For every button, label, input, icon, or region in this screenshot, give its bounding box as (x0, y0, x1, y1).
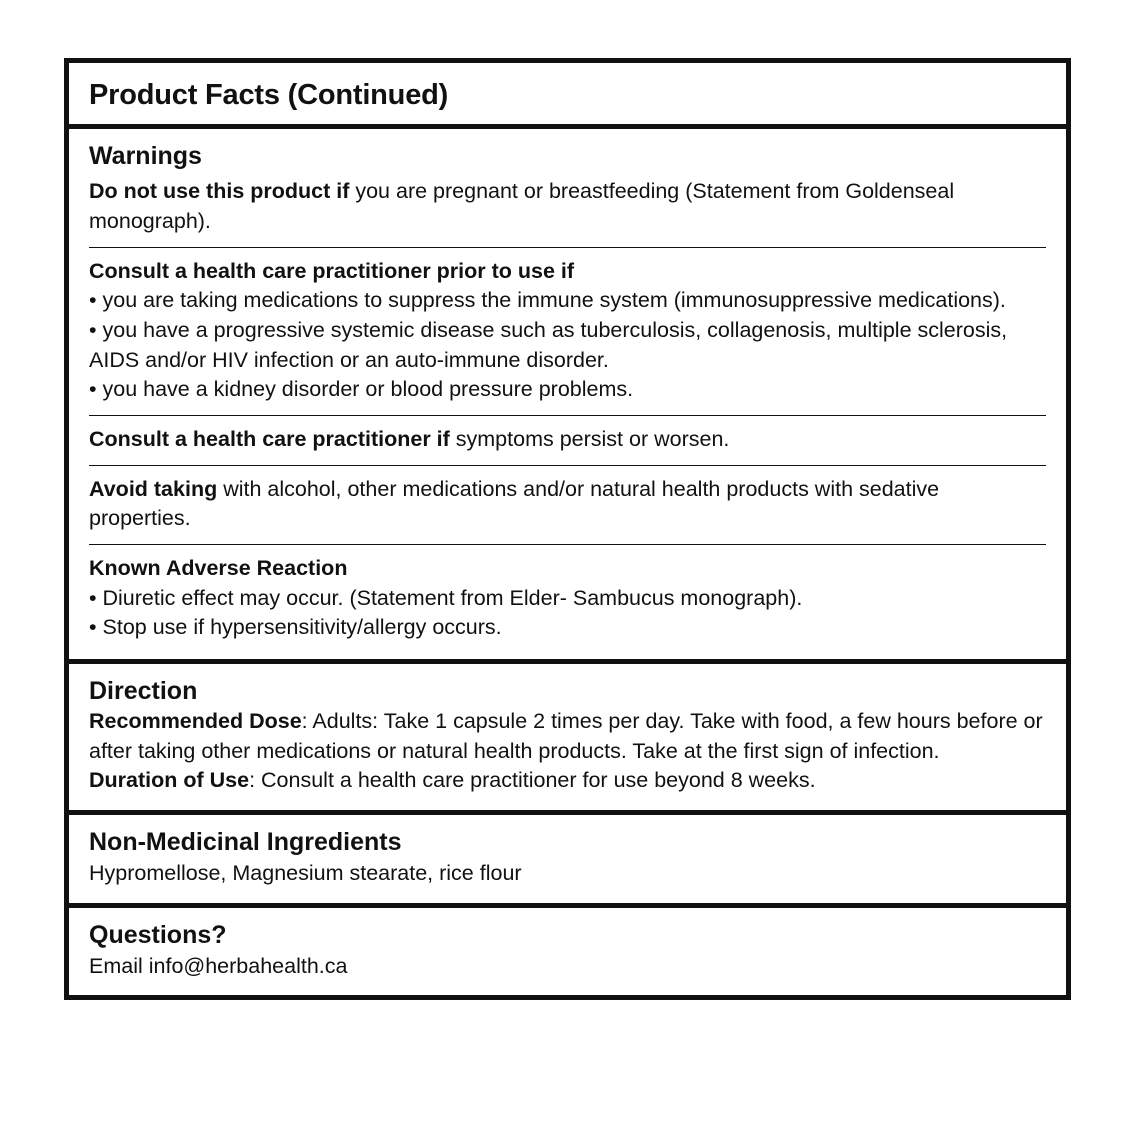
warning-text (89, 425, 1046, 455)
warning-block-adverse-reaction (89, 545, 1046, 645)
warning-body: you are pregnant or breastfeeding (Statement from Goldenseal monograph). (89, 179, 955, 233)
warning-block-do-not-use (89, 175, 1046, 247)
warnings-title: Warnings (89, 142, 202, 171)
questions-contact: Email info@herbahealth.ca (89, 953, 348, 978)
direction-section (69, 664, 1066, 815)
page-title: Product Facts (Continued) (89, 79, 449, 111)
warning-block-consult-persist (89, 416, 1046, 466)
non-medicinal-title: Non-Medicinal Ingredients (89, 827, 402, 856)
recommended-dose-text: : Adults: Take 1 capsule 2 times per day. Take with food, a few hours before or after taking other medications or natural health products. Take at the first sign of infection. (89, 708, 1043, 763)
warning-block-avoid-taking (89, 466, 1046, 545)
warning-lead: Consult a health care practitioner prior to use if (89, 258, 575, 283)
duration-of-use-label: Duration of Use (89, 768, 250, 793)
warning-bullet: • you have a progressive systemic disease such as tuberculosis, collagenosis, multiple sclerosis, AIDS and/or HIV infection or an auto-immune disorder. (89, 317, 1008, 372)
product-facts-panel (64, 58, 1071, 1000)
warning-block-consult-prior (89, 248, 1046, 416)
warning-body: symptoms persist or worsen. (449, 426, 730, 451)
warning-bullet: • Diuretic effect may occur. (Statement from Elder- Sambucus monograph). (89, 585, 803, 610)
questions-title: Questions? (89, 920, 227, 949)
non-medicinal-section (69, 815, 1066, 908)
panel-header (69, 63, 1066, 129)
warning-lead: Known Adverse Reaction (89, 555, 348, 580)
direction-title: Direction (89, 676, 198, 705)
duration-of-use (89, 766, 1046, 796)
warning-body: with alcohol, other medications and/or natural health products with sedative properties. (89, 476, 940, 531)
warning-text (89, 177, 1046, 236)
warning-text (89, 475, 1046, 534)
warning-lead: Do not use this product if (89, 179, 350, 204)
warning-lead: Consult a health care practitioner if (89, 426, 450, 451)
warning-bullet: • Stop use if hypersensitivity/allergy occurs. (89, 615, 502, 640)
warnings-section (69, 129, 1066, 664)
warning-bullet: • you are taking medications to suppress the immune system (immunosuppressive medications). (89, 288, 1006, 313)
questions-section (69, 908, 1066, 996)
warning-lead: Avoid taking (89, 476, 218, 501)
recommended-dose (89, 707, 1046, 766)
warning-bullet: • you have a kidney disorder or blood pressure problems. (89, 377, 634, 402)
recommended-dose-label: Recommended Dose (89, 708, 302, 733)
non-medicinal-text: Hypromellose, Magnesium stearate, rice flour (89, 860, 522, 885)
duration-of-use-text: : Consult a health care practitioner for use beyond 8 weeks. (249, 768, 816, 793)
